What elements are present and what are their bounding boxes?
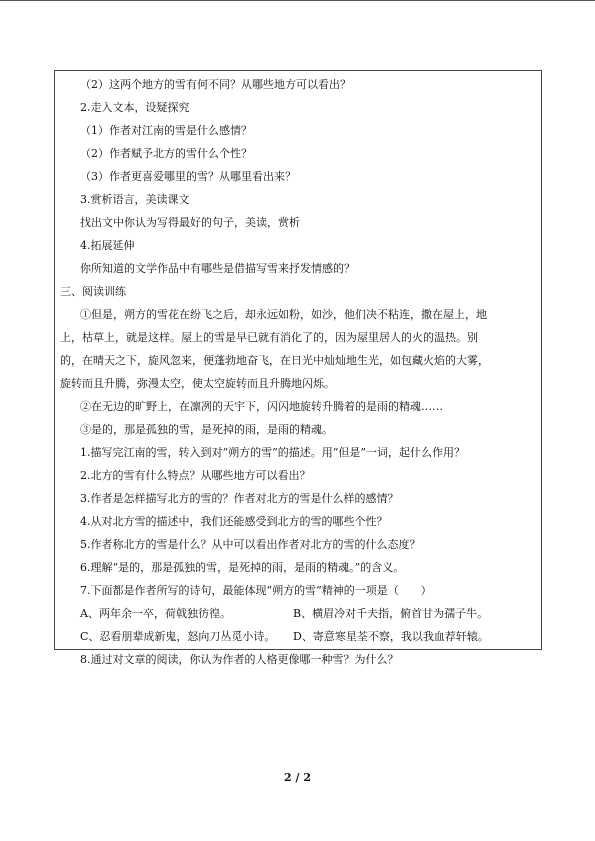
question-line: 你所知道的文学作品中有哪些是借描写雪来抒发情感的？ xyxy=(80,262,355,275)
option-d: D、寄意寒星荃不察，我以我血荐轩辕。 xyxy=(293,630,489,643)
question-line: 7.下面都是作者所写的诗句，最能体现“朔方的雪”精神的一项是（ ） xyxy=(80,584,432,597)
section-heading: 三、阅读训练 xyxy=(60,285,126,298)
option-b: B、横眉冷对千夫指，俯首甘为孺子牛。 xyxy=(293,607,489,620)
question-line: 1.描写完江南的雪，转入到对“朔方的雪”的描述。用“但是”一词，起什么作用？ xyxy=(80,446,465,459)
question-line: 5.作者称北方的雪是什么？从中可以看出作者对北方的雪的什么态度？ xyxy=(80,538,421,551)
passage-line: ③是的，那是孤独的雪，是死掉的雨，是雨的精魂。 xyxy=(80,423,333,436)
passage-line: 旋转而且升腾，弥漫太空，使太空旋转而且升腾地闪烁。 xyxy=(60,377,335,390)
instruction-line: 找出文中你认为写得最好的句子，美读，赏析 xyxy=(80,216,300,229)
passage-line: 的，在晴天之下，旋风忽来，便蓬勃地奋飞，在日光中灿灿地生光，如包藏火焰的大雾， xyxy=(60,354,489,367)
page-top-rule xyxy=(0,0,595,1)
question-line: 3.作者是怎样描写北方的雪的？作者对北方的雪是什么样的感情？ xyxy=(80,492,399,505)
passage-line: ②在无边的旷野上，在凛冽的天宇下，闪闪地旋转升腾着的是雨的精魂…… xyxy=(80,400,443,413)
question-line: （2）作者赋予北方的雪什么个性？ xyxy=(80,147,252,160)
question-line: （2）这两个地方的雪有何不同？从哪些地方可以看出？ xyxy=(80,78,351,91)
page-number: 2 / 2 xyxy=(284,771,311,784)
passage-line: ①但是，朔方的雪花在纷飞之后，却永远如粉，如沙，他们决不粘连，撒在屋上，地 xyxy=(80,308,487,321)
section-heading: 2.走入文本，设疑探究 xyxy=(80,101,190,114)
question-line: （3）作者更喜爱哪里的雪？从哪里看出来？ xyxy=(80,170,296,183)
option-a: A、两年余一卒，荷戟独彷徨。 xyxy=(80,607,231,620)
question-line: （1）作者对江南的雪是什么感情？ xyxy=(80,124,252,137)
question-line: 6.理解“是的，那是孤独的雪，是死掉的雨，是雨的精魂。”的含义。 xyxy=(80,561,405,574)
passage-line: 上，枯草上，就是这样。屋上的雪是早已就有消化了的，因为屋里居人的火的温热。别 xyxy=(60,331,478,344)
section-heading: 4.拓展延伸 xyxy=(80,239,135,252)
option-c: C、忍看朋辈成新鬼，怒向刀丛觅小诗。 xyxy=(80,630,276,643)
question-line: 8.通过对文章的阅读，你认为作者的人格更像哪一种雪？为什么？ xyxy=(80,653,399,666)
question-line: 2.北方的雪有什么特点？从哪些地方可以看出？ xyxy=(80,469,311,482)
section-heading: 3.赏析语言，美读课文 xyxy=(80,193,190,206)
question-line: 4.从对北方雪的描述中，我们还能感受到北方的雪的哪些个性？ xyxy=(80,515,388,528)
